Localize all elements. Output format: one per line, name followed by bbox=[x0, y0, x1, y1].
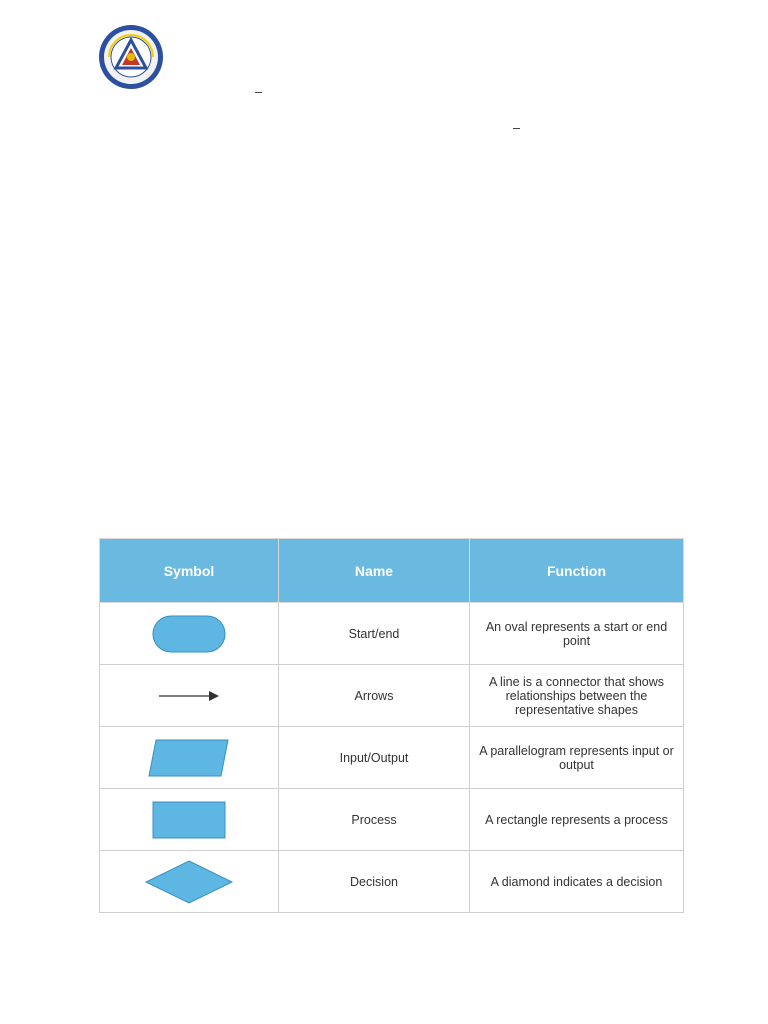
table-row bbox=[100, 727, 684, 789]
arrow-icon bbox=[157, 689, 221, 703]
name-cell: Input/Output bbox=[279, 727, 470, 789]
diamond-icon bbox=[144, 859, 234, 905]
parallelogram-icon bbox=[148, 738, 230, 778]
underline-mark bbox=[513, 128, 520, 129]
school-seal-icon bbox=[96, 24, 166, 90]
name-cell: Process bbox=[279, 789, 470, 851]
school-seal-logo bbox=[96, 24, 166, 90]
name-cell: Start/end bbox=[279, 603, 470, 665]
symbol-cell bbox=[100, 727, 279, 789]
header-name: Name bbox=[279, 539, 470, 603]
function-cell: A rectangle represents a process bbox=[470, 789, 684, 851]
flowchart-symbols-table bbox=[99, 538, 684, 913]
function-cell: A parallelogram represents input or output bbox=[470, 727, 684, 789]
rectangle-icon bbox=[152, 800, 226, 840]
header-function: Function bbox=[470, 539, 684, 603]
function-cell: A diamond indicates a decision bbox=[470, 851, 684, 913]
symbol-cell bbox=[100, 665, 279, 727]
underline-mark bbox=[255, 92, 262, 93]
function-cell: A line is a connector that shows relationships between the representative shapes bbox=[470, 665, 684, 727]
symbol-cell bbox=[100, 603, 279, 665]
table-row bbox=[100, 789, 684, 851]
symbol-cell bbox=[100, 789, 279, 851]
symbol-cell bbox=[100, 851, 279, 913]
name-cell: Decision bbox=[279, 851, 470, 913]
table-row bbox=[100, 665, 684, 727]
name-cell: Arrows bbox=[279, 665, 470, 727]
header-symbol: Symbol bbox=[100, 539, 279, 603]
function-cell: An oval represents a start or end point bbox=[470, 603, 684, 665]
table-row bbox=[100, 851, 684, 913]
oval-icon bbox=[152, 614, 226, 654]
table-header-row bbox=[100, 539, 684, 603]
table-row bbox=[100, 603, 684, 665]
